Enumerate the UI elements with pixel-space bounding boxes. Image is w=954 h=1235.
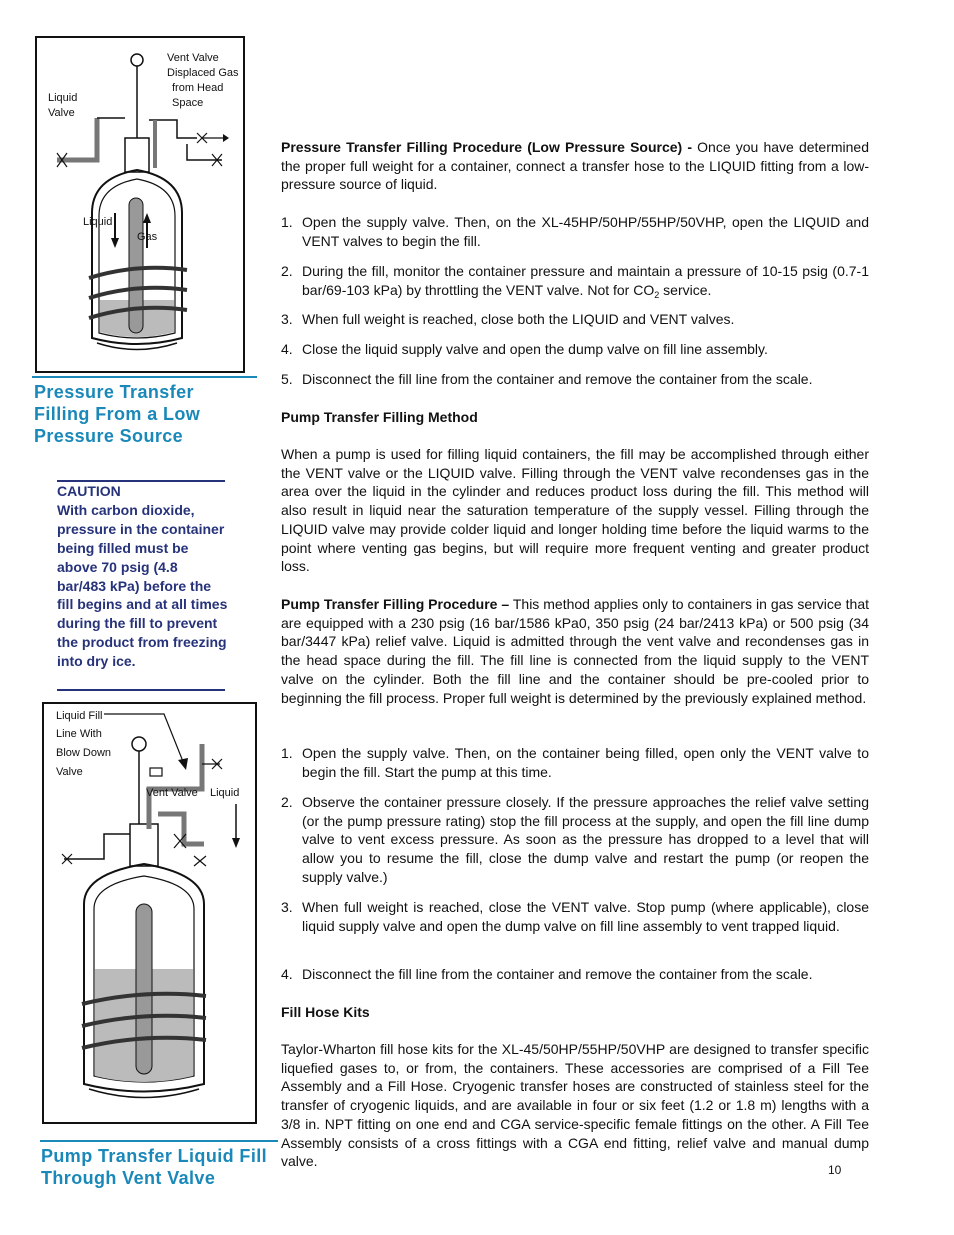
figure-low-pressure-fill xyxy=(35,36,245,373)
step-text: During the fill, monitor the container pressure and maintain a pressure of 10-15 psig (0.7-1 bar/69-103 kPa) by throttling the VENT valve. Not for CO xyxy=(302,263,869,298)
low-pressure-fill-diagram xyxy=(37,38,243,371)
section-body-fill-hose: Taylor-Wharton fill hose kits for the XL-45/50HP/55HP/50VHP are designed to transfer specific liquefied gases to, or from, the containers. These accessories are comprised of a Fill Tee Assembly and a Fill Hose. Cryogenic transfer hoses are constructed of stainless steel for the transfer of cryogenic liquids, and are available in four or six feet (1.2 or 1.8 m) lengths with a 3/8 in. NPT fitting on one end and CGA service-specific female fittings on the other. A Fill Tee Assembly consists of a cross fittings with a CGA end fitting, relief valve and manual dump valve. xyxy=(281,1041,869,1170)
gas-label: Gas xyxy=(137,231,158,243)
caution-box xyxy=(57,482,229,671)
caution-title: CAUTION xyxy=(57,483,121,499)
step-number: 2. xyxy=(281,263,293,279)
section-title-low-pressure: Pressure Transfer Filling From a Low Pressure Source xyxy=(34,382,201,446)
figure-pump-fill-vent xyxy=(42,702,257,1124)
vent-displaced-gas-label: Displaced Gas xyxy=(167,67,239,79)
step-number: 1. xyxy=(281,214,293,230)
list-item xyxy=(281,213,869,250)
section-pump-procedure-intro xyxy=(281,595,869,707)
fill-line-label-4: Valve xyxy=(56,766,83,778)
step-text: Open the supply valve. Then, on the container being filled, open only the VENT valve to begin the fill. Start the pump at this time. xyxy=(302,745,869,780)
fill-line-label-2: Line With xyxy=(56,728,102,740)
section-heading-fill-hose: Fill Hose Kits xyxy=(281,1004,370,1020)
list-item xyxy=(281,310,869,329)
step-number: 4. xyxy=(281,966,293,982)
liquid-valve-label: Liquid xyxy=(48,92,78,104)
vent-space-label: Space xyxy=(172,97,204,109)
step-number: 3. xyxy=(281,311,293,327)
step-text: Observe the container pressure closely. If the pressure approaches the relief valve setting (or the pump pressure rating) stop the fill process at the supply, and open the fill line dump valve to vent excess pressure. As soon as the pressure has dropped to a level that will allow you to resume the fill, close the dump valve and restart the pump (or reopen the supply valve.) xyxy=(302,794,869,885)
sidebar-rule-2 xyxy=(40,1140,278,1142)
page-number: 10 xyxy=(828,1163,842,1177)
step-text: Disconnect the fill line from the container and remove the container from the scale. xyxy=(302,371,813,387)
list-item xyxy=(281,744,869,781)
section-heading: Pressure Transfer Filling Procedure (Low Pressure Source) - xyxy=(281,139,692,155)
subscript: 2 xyxy=(654,289,660,300)
step-text: Close the liquid supply valve and open the dump valve on fill line assembly. xyxy=(302,341,768,357)
list-item xyxy=(281,965,869,984)
liquid-label: Liquid xyxy=(83,216,113,228)
step-text: When full weight is reached, close both the LIQUID and VENT valves. xyxy=(302,311,735,327)
vent-valve-label: Vent Valve xyxy=(146,787,198,799)
fill-line-label-3: Blow Down xyxy=(56,747,112,759)
list-item xyxy=(281,370,869,389)
liquid-valve-label-2: Valve xyxy=(48,107,75,119)
step-text: When full weight is reached, close the VENT valve. Stop pump (where applicable), close liquid supply valve and open the dump valve on fill line assembly to vent trapped liquid. xyxy=(302,899,869,934)
step-number: 2. xyxy=(281,794,293,810)
list-item xyxy=(281,898,869,935)
pump-fill-vent-diagram xyxy=(44,704,255,1122)
step-number: 1. xyxy=(281,745,293,761)
section-heading: Pump Transfer Filling Procedure – xyxy=(281,596,510,612)
step-number: 5. xyxy=(281,371,293,387)
list-item xyxy=(281,340,869,359)
step-text-tail: service. xyxy=(659,281,712,298)
caution-rule-bottom xyxy=(57,689,225,691)
section-low-pressure-intro xyxy=(281,138,869,194)
list-item xyxy=(281,262,869,299)
section-intro: This method applies only to containers in gas service that are equipped with a 230 psig (16 bar/1586 kPa0, 350 psig (24 bar/2413 kPa) or 500 psig (34 bar/3447 kPa) relief valve. Liquid is admitted through the vent valve and recondenses gas in the head space during the fill. The fill line is connected from the liquid supply to the VENT valve on the cylinder. Both the fill line and the container should be pre-cooled prior to beginning the fill process. Proper full weight is determined by the previously explained method. xyxy=(281,596,869,706)
vent-from-head-label: from Head xyxy=(172,82,224,94)
section-heading-pump-method: Pump Transfer Filling Method xyxy=(281,409,478,425)
liquid-label: Liquid xyxy=(210,787,240,799)
step-number: 4. xyxy=(281,341,293,357)
step-number: 3. xyxy=(281,899,293,915)
step-text: Open the supply valve. Then, on the XL-45HP/50HP/55HP/50VHP, open the LIQUID and VENT valves to begin the fill. xyxy=(302,214,869,249)
section-title-pump-vent: Pump Transfer Liquid Fill Through Vent Valve xyxy=(41,1146,268,1188)
step-text: Disconnect the fill line from the container and remove the container from the scale. xyxy=(302,966,813,982)
vent-valve-label: Vent Valve xyxy=(167,52,219,64)
caution-body: With carbon dioxide, pressure in the container being filled must be above 70 psig (4.8 bar/483 kPa) before the fill begins and at all times during the fill to prevent the product from freezing into dry ice. xyxy=(57,501,228,670)
list-item xyxy=(281,793,869,887)
fill-line-label: Liquid Fill xyxy=(56,710,103,722)
section-body-pump-method: When a pump is used for filling liquid containers, the fill may be accomplished through either the VENT valve or the LIQUID valve. Filling through the VENT valve recondenses gas in the area over the liquid in the cylinder and reduces product loss during the fill. This method will also result in liquid near the saturation temperature of the supply vessel. Filling through the LIQUID valve may provide colder liquid and longer holding time before the liquid warms to the point where venting gas begins, but will require more frequent venting and greater product loss. xyxy=(281,446,869,575)
sidebar-rule-1 xyxy=(32,376,257,378)
section-intro: Once you have determined the proper full weight for a container, connect a transfer hose to the LIQUID fitting from a low-pressure source of liquid. xyxy=(281,139,869,193)
